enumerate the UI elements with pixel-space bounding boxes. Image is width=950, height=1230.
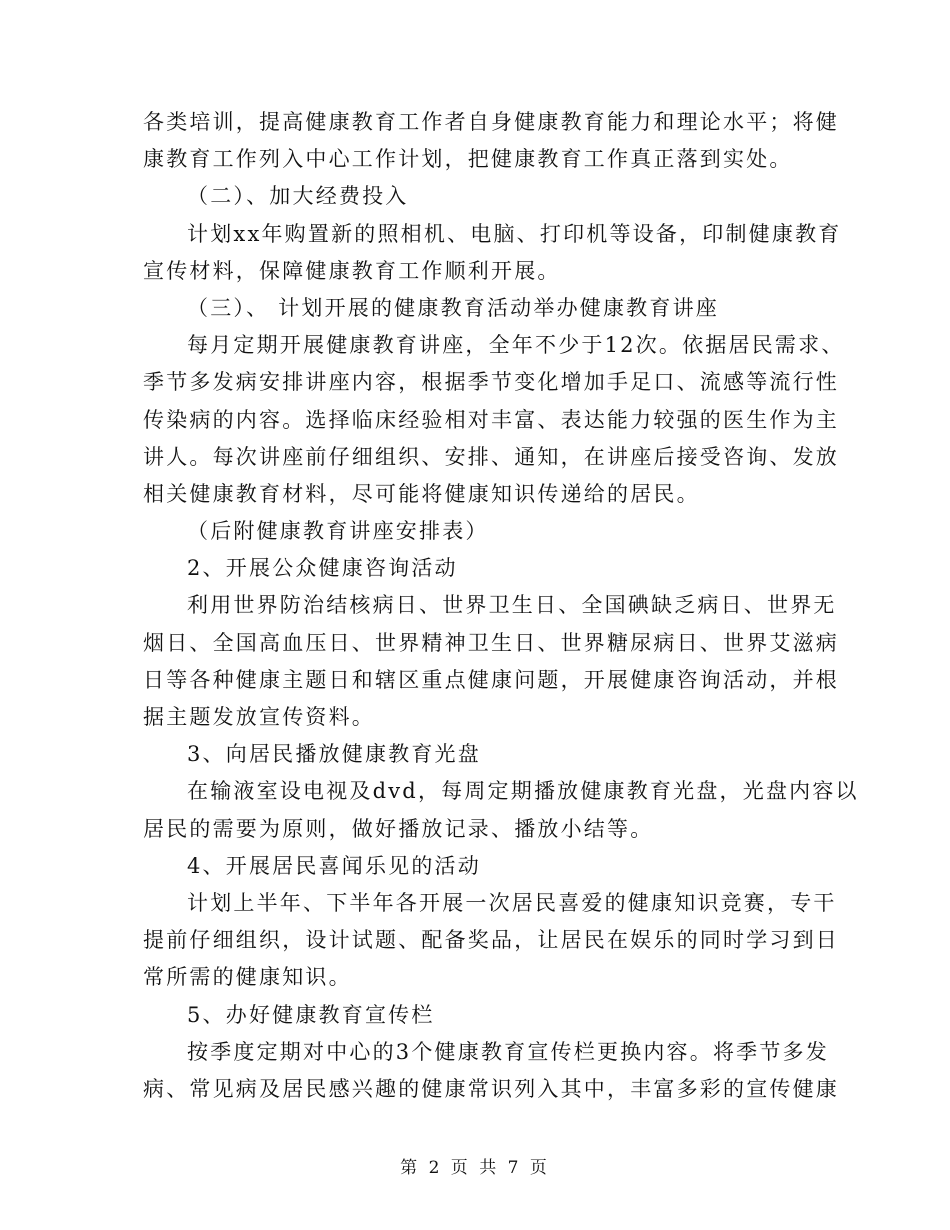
text-line: （三）、 计划开展的健康教育活动举办健康教育讲座 [187,295,719,320]
text-line: 2、开展公众健康咨询活动 [187,556,458,581]
text-line: 常所需的健康知识。 [143,965,352,990]
text-line: 计划xx年购置新的照相机、电脑、打印机等设备，印制健康教育 [187,221,842,246]
text-line: 讲人。每次讲座前仔细组织、安排、通知，在讲座后接受咨询、发放 [143,444,839,469]
text-line: 利用世界防治结核病日、世界卫生日、全国碘缺乏病日、世界无 [187,593,837,618]
text-line: 宣传材料，保障健康教育工作顺利开展。 [143,258,561,283]
text-line: 3、向居民播放健康教育光盘 [187,742,481,767]
text-line: （二）、加大经费投入 [187,184,409,209]
text-line: 传染病的内容。选择临床经验相对丰富、表达能力较强的医生作为主 [143,407,839,432]
text-line: 按季度定期对中心的3个健康教育宣传栏更换内容。将季节多发 [187,1039,829,1064]
text-line: 提前仔细组织，设计试题、配备奖品，让居民在娱乐的同时学习到日 [143,928,839,953]
text-line: 在输液室设电视及dvd，每周定期播放健康教育光盘，光盘内容以 [187,779,859,804]
text-line: 病、常见病及居民感兴趣的健康常识列入其中，丰富多彩的宣传健康 [143,1076,839,1101]
text-line: （后附健康教育讲座安排表） [187,519,489,544]
page-footer: 第 2 页 共 7 页 [400,1158,550,1178]
text-line: 康教育工作列入中心工作计划，把健康教育工作真正落到实处。 [143,147,793,172]
text-line: 相关健康教育材料，尽可能将健康知识传递给的居民。 [143,481,700,506]
text-line: 计划上半年、下半年各开展一次居民喜爱的健康知识竞赛，专干 [187,890,837,915]
text-line: 季节多发病安排讲座内容，根据季节变化增加手足口、流感等流行性 [143,370,839,395]
text-line: 各类培训，提高健康教育工作者自身健康教育能力和理论水平；将健 [143,110,839,134]
text-line: 4、开展居民喜闻乐见的活动 [187,853,481,878]
text-line: 日等各种健康主题日和辖区重点健康问题，开展健康咨询活动，并根 [143,667,839,692]
text-line: 居民的需要为原则，做好播放记录、播放小结等。 [143,816,654,841]
text-line: 烟日、全国高血压日、世界精神卫生日、世界糖尿病日、世界艾滋病 [143,630,839,655]
text-line: 据主题发放宣传资料。 [143,705,375,729]
text-line: 5、办好健康教育宣传栏 [187,1002,435,1027]
text-line: 每月定期开展健康教育讲座，全年不少于12次。依据居民需求、 [187,333,845,358]
document-body [143,104,859,1108]
